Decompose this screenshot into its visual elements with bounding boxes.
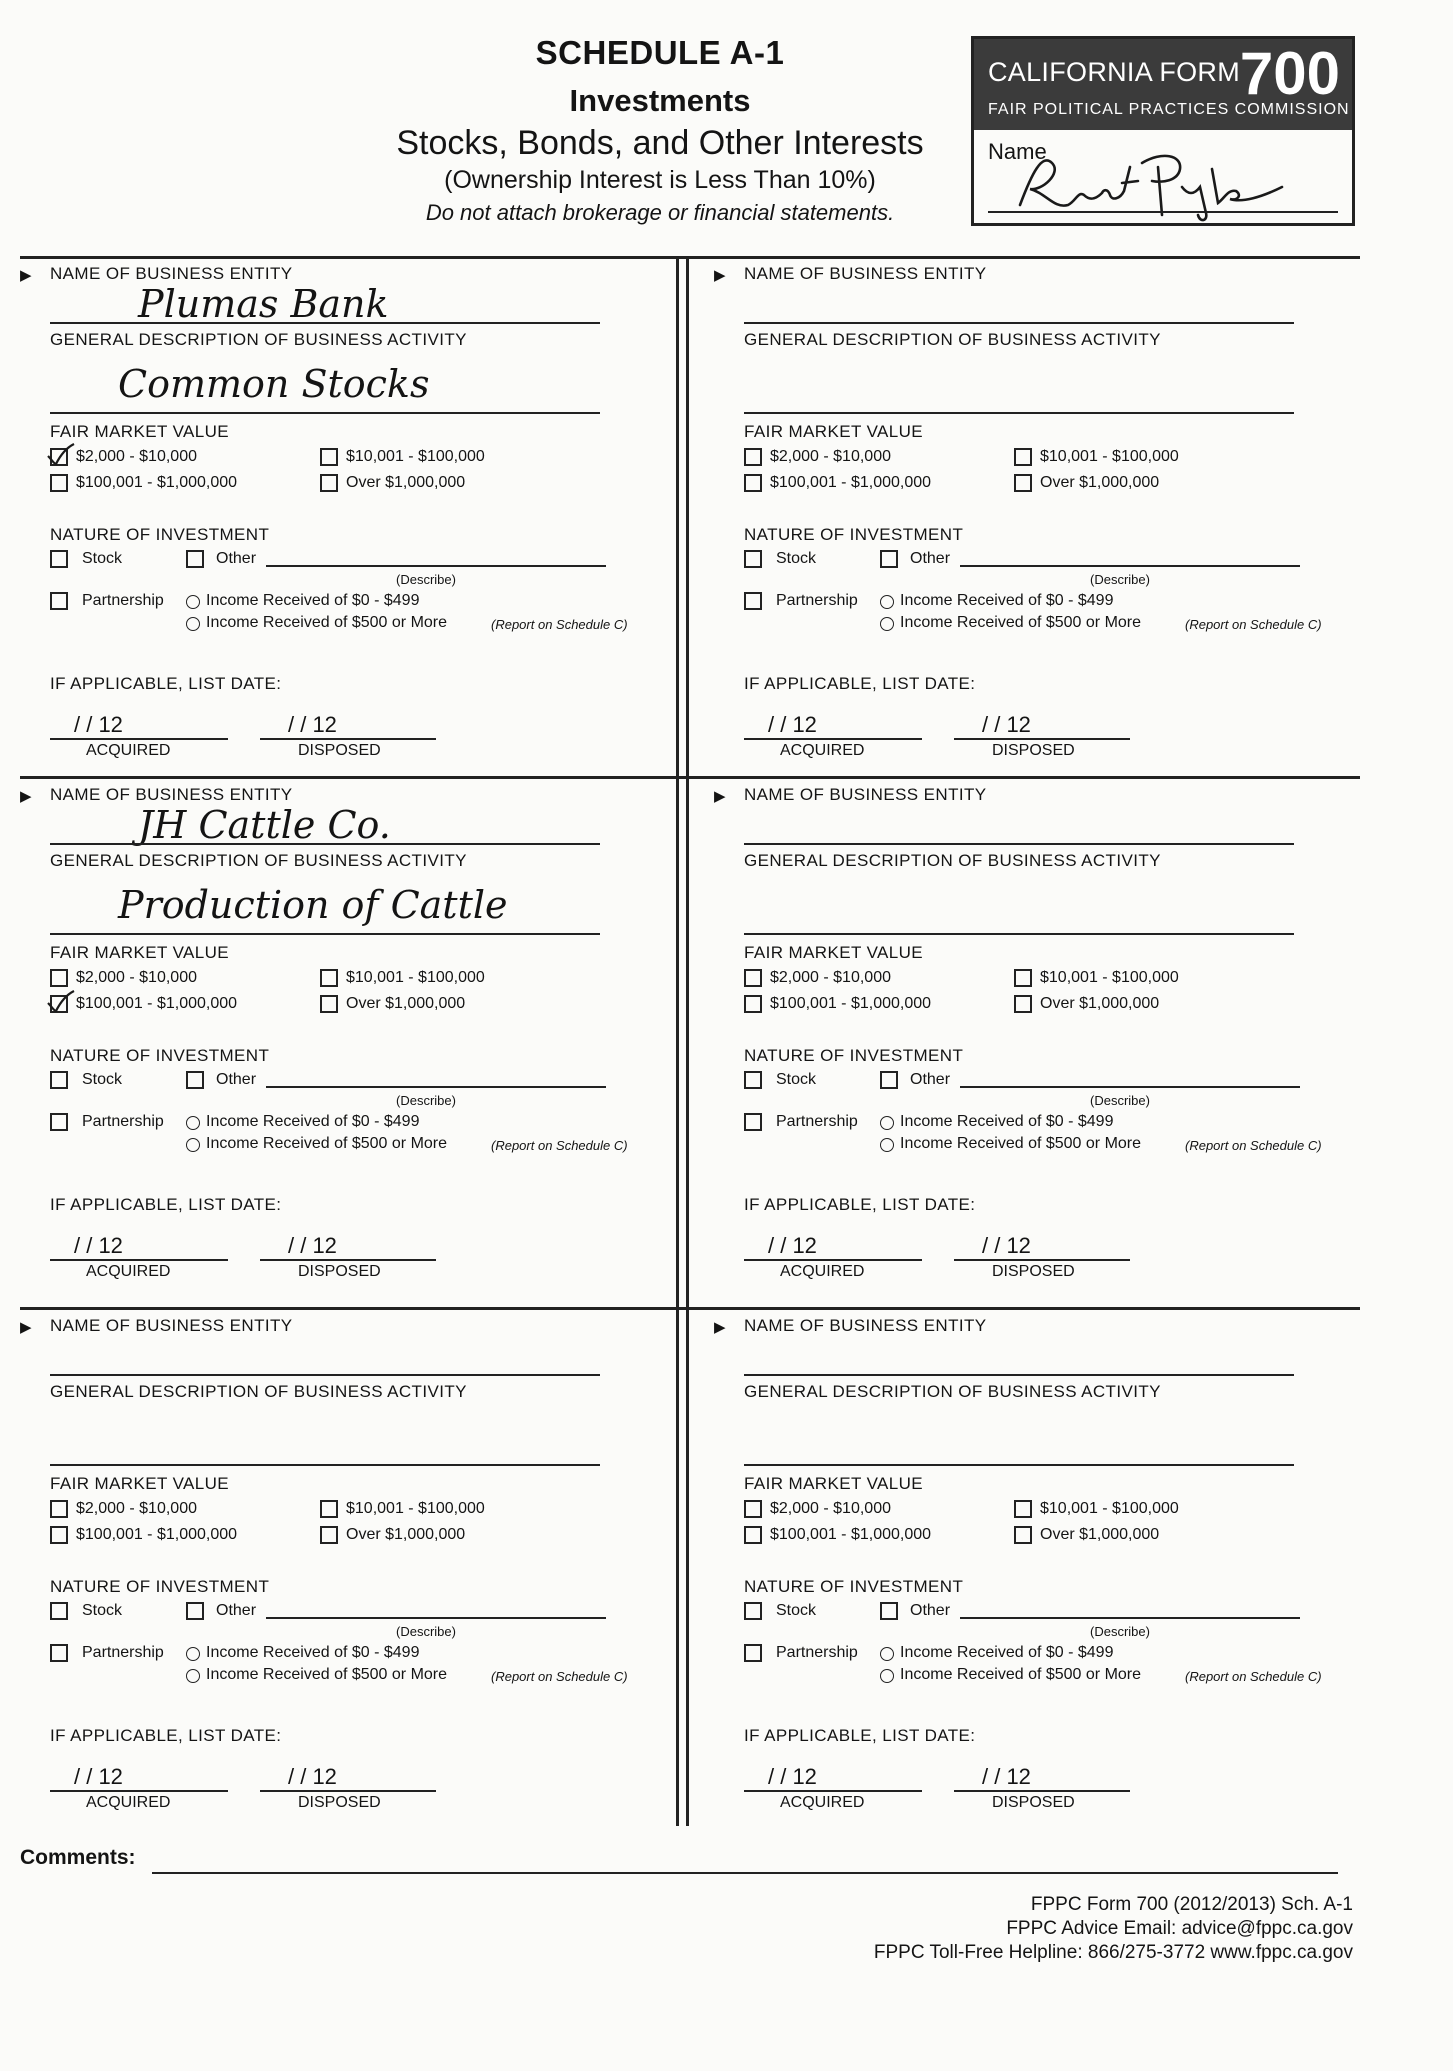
stock-checkbox[interactable] bbox=[50, 1602, 68, 1620]
fmv-checkbox-opt4[interactable] bbox=[1014, 1526, 1032, 1544]
list-date-label: IF APPLICABLE, LIST DATE: bbox=[50, 1726, 282, 1745]
entity-name-field[interactable] bbox=[744, 843, 1294, 845]
fmv-checkbox-opt4[interactable] bbox=[320, 995, 338, 1013]
partnership-checkbox[interactable] bbox=[744, 1644, 762, 1662]
acquired-label: ACQUIRED bbox=[780, 1263, 865, 1280]
fmv-opt4-label: Over $1,000,000 bbox=[1040, 474, 1160, 491]
other-describe-field[interactable] bbox=[266, 565, 606, 567]
income-low-label: Income Received of $0 - $499 bbox=[206, 1644, 420, 1661]
nature-label: NATURE OF INVESTMENT bbox=[50, 1577, 270, 1596]
income-low-radio[interactable] bbox=[186, 1647, 200, 1661]
other-describe-field[interactable] bbox=[960, 1617, 1300, 1619]
other-label: Other bbox=[910, 1071, 951, 1088]
other-label: Other bbox=[216, 1071, 257, 1088]
fmv-checkbox-opt2[interactable] bbox=[1014, 448, 1032, 466]
nature-label: NATURE OF INVESTMENT bbox=[50, 525, 270, 544]
other-describe-field[interactable] bbox=[960, 1086, 1300, 1088]
activity-field[interactable] bbox=[50, 412, 600, 414]
entity-label: NAME OF BUSINESS ENTITY bbox=[50, 264, 293, 283]
acquired-date-field[interactable] bbox=[744, 1259, 922, 1261]
activity-field[interactable] bbox=[744, 1464, 1294, 1466]
income-high-label: Income Received of $500 or More bbox=[900, 614, 1142, 631]
acquired-date-value: / / 12 bbox=[74, 1764, 123, 1789]
income-low-label: Income Received of $0 - $499 bbox=[900, 1113, 1114, 1130]
fmv-opt1-label: $2,000 - $10,000 bbox=[770, 1500, 891, 1517]
income-low-radio[interactable] bbox=[186, 1116, 200, 1130]
nature-label: NATURE OF INVESTMENT bbox=[744, 1046, 964, 1065]
fmv-checkbox-opt1[interactable] bbox=[744, 448, 762, 466]
other-checkbox[interactable] bbox=[186, 1071, 204, 1089]
list-date-label: IF APPLICABLE, LIST DATE: bbox=[744, 674, 976, 693]
fmv-checkbox-opt4[interactable] bbox=[320, 474, 338, 492]
investment-section bbox=[714, 1314, 1362, 1834]
activity-label: GENERAL DESCRIPTION OF BUSINESS ACTIVITY bbox=[50, 330, 467, 349]
entity-label: NAME OF BUSINESS ENTITY bbox=[50, 785, 293, 804]
investment-section bbox=[714, 262, 1362, 782]
bullet-arrow-icon: ▶ bbox=[714, 788, 726, 805]
income-high-label: Income Received of $500 or More bbox=[900, 1666, 1142, 1683]
bullet-arrow-icon: ▶ bbox=[20, 788, 32, 805]
disposed-date-field[interactable] bbox=[954, 1259, 1130, 1261]
fmv-checkbox-opt3[interactable] bbox=[50, 474, 68, 492]
entity-label: NAME OF BUSINESS ENTITY bbox=[744, 264, 987, 283]
acquired-label: ACQUIRED bbox=[86, 742, 171, 759]
other-label: Other bbox=[910, 1602, 951, 1619]
fmv-opt4-label: Over $1,000,000 bbox=[346, 1526, 466, 1543]
other-label: Other bbox=[910, 550, 951, 567]
activity-field[interactable] bbox=[744, 933, 1294, 935]
activity-value: Common Stocks bbox=[118, 362, 430, 406]
acquired-date-value: / / 12 bbox=[768, 1764, 817, 1789]
fmv-opt4-label: Over $1,000,000 bbox=[1040, 1526, 1160, 1543]
partnership-checkbox[interactable] bbox=[744, 1113, 762, 1131]
other-describe-field[interactable] bbox=[266, 1617, 606, 1619]
other-checkbox[interactable] bbox=[186, 1602, 204, 1620]
name-line bbox=[988, 211, 1338, 213]
acquired-label: ACQUIRED bbox=[86, 1794, 171, 1811]
income-high-radio[interactable] bbox=[880, 617, 894, 631]
partnership-label: Partnership bbox=[82, 1644, 164, 1661]
fmv-opt1-label: $2,000 - $10,000 bbox=[770, 969, 891, 986]
stock-label: Stock bbox=[82, 550, 123, 567]
bullet-arrow-icon: ▶ bbox=[20, 267, 32, 284]
fmv-opt1-label: $2,000 - $10,000 bbox=[76, 1500, 197, 1517]
footer-advice-email: FPPC Advice Email: advice@fppc.ca.gov bbox=[1006, 1918, 1353, 1939]
stock-label: Stock bbox=[776, 1602, 817, 1619]
acquired-date-field[interactable] bbox=[50, 1790, 228, 1792]
activity-field[interactable] bbox=[744, 412, 1294, 414]
other-checkbox[interactable] bbox=[880, 1602, 898, 1620]
other-checkbox[interactable] bbox=[880, 1071, 898, 1089]
report-schedule-note: (Report on Schedule C) bbox=[491, 617, 628, 632]
fmv-label: FAIR MARKET VALUE bbox=[50, 943, 230, 962]
entity-name-value: JH Cattle Co. bbox=[138, 803, 391, 847]
fmv-checkbox-opt1[interactable] bbox=[50, 969, 68, 987]
form-id-box bbox=[971, 36, 1355, 226]
income-high-label: Income Received of $500 or More bbox=[206, 1135, 448, 1152]
income-low-label: Income Received of $0 - $499 bbox=[206, 592, 420, 609]
fmv-opt2-label: $10,001 - $100,000 bbox=[346, 448, 485, 465]
disposed-date-field[interactable] bbox=[260, 738, 436, 740]
disposed-date-value: / / 12 bbox=[288, 712, 337, 737]
disposed-label: DISPOSED bbox=[298, 1263, 381, 1280]
acquired-date-value: / / 12 bbox=[74, 712, 123, 737]
income-low-label: Income Received of $0 - $499 bbox=[900, 1644, 1114, 1661]
grid-rule-top bbox=[20, 256, 1360, 259]
list-date-label: IF APPLICABLE, LIST DATE: bbox=[50, 674, 282, 693]
entity-label: NAME OF BUSINESS ENTITY bbox=[744, 785, 987, 804]
fmv-checkbox-opt3[interactable] bbox=[744, 474, 762, 492]
disposed-label: DISPOSED bbox=[992, 1263, 1075, 1280]
income-high-label: Income Received of $500 or More bbox=[900, 1135, 1142, 1152]
partnership-checkbox[interactable] bbox=[744, 592, 762, 610]
list-date-label: IF APPLICABLE, LIST DATE: bbox=[50, 1195, 282, 1214]
fmv-opt1-label: $2,000 - $10,000 bbox=[76, 969, 197, 986]
acquired-label: ACQUIRED bbox=[86, 1263, 171, 1280]
fmv-checkbox-opt4[interactable] bbox=[1014, 474, 1032, 492]
fmv-opt3-label: $100,001 - $1,000,000 bbox=[76, 995, 238, 1012]
report-schedule-note: (Report on Schedule C) bbox=[1185, 1669, 1322, 1684]
fmv-opt3-label: $100,001 - $1,000,000 bbox=[770, 1526, 932, 1543]
activity-label: GENERAL DESCRIPTION OF BUSINESS ACTIVITY bbox=[50, 851, 467, 870]
fmv-opt2-label: $10,001 - $100,000 bbox=[346, 1500, 485, 1517]
fmv-checkbox-opt1[interactable] bbox=[744, 1500, 762, 1518]
disposed-date-field[interactable] bbox=[954, 738, 1130, 740]
disposed-label: DISPOSED bbox=[992, 742, 1075, 759]
attachment-note: Do not attach brokerage or financial statements. bbox=[425, 200, 895, 225]
nature-label: NATURE OF INVESTMENT bbox=[50, 1046, 270, 1065]
income-high-radio[interactable] bbox=[186, 1138, 200, 1152]
disposed-date-field[interactable] bbox=[260, 1790, 436, 1792]
stock-checkbox[interactable] bbox=[744, 1602, 762, 1620]
schedule-heading: Investments bbox=[569, 83, 751, 118]
partnership-label: Partnership bbox=[776, 1644, 858, 1661]
disposed-label: DISPOSED bbox=[298, 1794, 381, 1811]
fmv-checkbox-opt2[interactable] bbox=[320, 448, 338, 466]
grid-rule-middle-2 bbox=[20, 1307, 1360, 1310]
fmv-opt3-label: $100,001 - $1,000,000 bbox=[76, 1526, 238, 1543]
fmv-checkbox-opt3[interactable] bbox=[744, 995, 762, 1013]
acquired-date-value: / / 12 bbox=[74, 1233, 123, 1258]
income-high-radio[interactable] bbox=[186, 1669, 200, 1683]
partnership-label: Partnership bbox=[82, 592, 164, 609]
stock-label: Stock bbox=[82, 1602, 123, 1619]
bullet-arrow-icon: ▶ bbox=[20, 1319, 32, 1336]
bullet-arrow-icon: ▶ bbox=[714, 1319, 726, 1336]
fmv-opt4-label: Over $1,000,000 bbox=[1040, 995, 1160, 1012]
commission-name: FAIR POLITICAL PRACTICES COMMISSION bbox=[988, 101, 1350, 118]
describe-label: (Describe) bbox=[396, 1624, 456, 1639]
describe-label: (Describe) bbox=[1090, 1624, 1150, 1639]
report-schedule-note: (Report on Schedule C) bbox=[1185, 617, 1322, 632]
check-mark-icon bbox=[46, 442, 76, 468]
name-label: Name bbox=[988, 139, 1047, 164]
ownership-note: (Ownership Interest is Less Than 10%) bbox=[444, 166, 876, 194]
report-schedule-note: (Report on Schedule C) bbox=[491, 1138, 628, 1153]
entity-label: NAME OF BUSINESS ENTITY bbox=[744, 1316, 987, 1335]
nature-label: NATURE OF INVESTMENT bbox=[744, 525, 964, 544]
disposed-date-value: / / 12 bbox=[288, 1764, 337, 1789]
disposed-date-field[interactable] bbox=[260, 1259, 436, 1261]
other-label: Other bbox=[216, 550, 257, 567]
grid-rule-right bbox=[686, 256, 689, 1826]
describe-label: (Describe) bbox=[396, 572, 456, 587]
fmv-opt4-label: Over $1,000,000 bbox=[346, 995, 466, 1012]
fmv-label: FAIR MARKET VALUE bbox=[50, 1474, 230, 1493]
form-number: 700 bbox=[1239, 40, 1340, 107]
stock-checkbox[interactable] bbox=[50, 550, 68, 568]
income-low-radio[interactable] bbox=[880, 1647, 894, 1661]
disposed-date-value: / / 12 bbox=[982, 1233, 1031, 1258]
entity-name-value: Plumas Bank bbox=[138, 282, 389, 326]
other-describe-field[interactable] bbox=[960, 565, 1300, 567]
stock-label: Stock bbox=[82, 1071, 123, 1088]
describe-label: (Describe) bbox=[1090, 572, 1150, 587]
income-low-label: Income Received of $0 - $499 bbox=[900, 592, 1114, 609]
investment-section bbox=[20, 1314, 668, 1834]
activity-field[interactable] bbox=[50, 1464, 600, 1466]
acquired-label: ACQUIRED bbox=[780, 1794, 865, 1811]
entity-name-field[interactable] bbox=[50, 322, 600, 324]
fmv-checkbox-opt2[interactable] bbox=[320, 969, 338, 987]
partnership-label: Partnership bbox=[776, 1113, 858, 1130]
activity-label: GENERAL DESCRIPTION OF BUSINESS ACTIVITY bbox=[744, 330, 1161, 349]
other-label: Other bbox=[216, 1602, 257, 1619]
nature-label: NATURE OF INVESTMENT bbox=[744, 1577, 964, 1596]
footer-form-id: FPPC Form 700 (2012/2013) Sch. A-1 bbox=[1030, 1894, 1353, 1915]
income-high-label: Income Received of $500 or More bbox=[206, 1666, 448, 1683]
acquired-date-value: / / 12 bbox=[768, 712, 817, 737]
partnership-label: Partnership bbox=[82, 1113, 164, 1130]
income-low-radio[interactable] bbox=[880, 595, 894, 609]
fmv-checkbox-opt4[interactable] bbox=[1014, 995, 1032, 1013]
income-high-radio[interactable] bbox=[880, 1669, 894, 1683]
entity-name-field[interactable] bbox=[50, 1374, 600, 1376]
acquired-label: ACQUIRED bbox=[780, 742, 865, 759]
activity-label: GENERAL DESCRIPTION OF BUSINESS ACTIVITY bbox=[744, 1382, 1161, 1401]
stock-label: Stock bbox=[776, 1071, 817, 1088]
activity-value: Production of Cattle bbox=[118, 883, 508, 927]
fmv-checkbox-opt3[interactable] bbox=[50, 1526, 68, 1544]
other-checkbox[interactable] bbox=[880, 550, 898, 568]
acquired-date-value: / / 12 bbox=[768, 1233, 817, 1258]
acquired-date-field[interactable] bbox=[50, 1259, 228, 1261]
entity-name-field[interactable] bbox=[744, 1374, 1294, 1376]
fmv-label: FAIR MARKET VALUE bbox=[50, 422, 230, 441]
fmv-label: FAIR MARKET VALUE bbox=[744, 943, 924, 962]
fmv-checkbox-opt2[interactable] bbox=[1014, 969, 1032, 987]
form-id-band bbox=[974, 39, 1352, 130]
fmv-checkbox-opt4[interactable] bbox=[320, 1526, 338, 1544]
fmv-opt2-label: $10,001 - $100,000 bbox=[346, 969, 485, 986]
footer-helpline: FPPC Toll-Free Helpline: 866/275-3772 www.fppc.ca.gov bbox=[873, 1942, 1353, 1963]
fmv-opt4-label: Over $1,000,000 bbox=[346, 474, 466, 491]
report-schedule-note: (Report on Schedule C) bbox=[491, 1669, 628, 1684]
income-low-radio[interactable] bbox=[186, 595, 200, 609]
disposed-date-value: / / 12 bbox=[288, 1233, 337, 1258]
partnership-label: Partnership bbox=[776, 592, 858, 609]
income-high-radio[interactable] bbox=[880, 1138, 894, 1152]
fmv-opt2-label: $10,001 - $100,000 bbox=[1040, 1500, 1179, 1517]
income-high-label: Income Received of $500 or More bbox=[206, 614, 448, 631]
form-title: CALIFORNIA FORM bbox=[988, 57, 1241, 87]
entity-name-field[interactable] bbox=[50, 843, 600, 845]
income-high-radio[interactable] bbox=[186, 617, 200, 631]
bullet-arrow-icon: ▶ bbox=[714, 267, 726, 284]
investment-section bbox=[20, 262, 668, 782]
stock-checkbox[interactable] bbox=[744, 550, 762, 568]
fmv-checkbox-opt2[interactable] bbox=[320, 1500, 338, 1518]
acquired-date-field[interactable] bbox=[744, 1790, 922, 1792]
fmv-checkbox-opt1[interactable] bbox=[50, 1500, 68, 1518]
entity-label: NAME OF BUSINESS ENTITY bbox=[50, 1316, 293, 1335]
activity-label: GENERAL DESCRIPTION OF BUSINESS ACTIVITY bbox=[744, 851, 1161, 870]
fmv-checkbox-opt2[interactable] bbox=[1014, 1500, 1032, 1518]
disposed-label: DISPOSED bbox=[992, 1794, 1075, 1811]
stock-checkbox[interactable] bbox=[50, 1071, 68, 1089]
describe-label: (Describe) bbox=[396, 1093, 456, 1108]
investment-section bbox=[20, 783, 668, 1303]
schedule-title: SCHEDULE A-1 bbox=[535, 34, 785, 71]
partnership-checkbox[interactable] bbox=[50, 1644, 68, 1662]
list-date-label: IF APPLICABLE, LIST DATE: bbox=[744, 1195, 976, 1214]
other-describe-field[interactable] bbox=[266, 1086, 606, 1088]
fmv-opt2-label: $10,001 - $100,000 bbox=[1040, 969, 1179, 986]
fmv-opt3-label: $100,001 - $1,000,000 bbox=[76, 474, 238, 491]
describe-label: (Describe) bbox=[1090, 1093, 1150, 1108]
fmv-opt3-label: $100,001 - $1,000,000 bbox=[770, 995, 932, 1012]
activity-field[interactable] bbox=[50, 933, 600, 935]
income-low-label: Income Received of $0 - $499 bbox=[206, 1113, 420, 1130]
fmv-checkbox-opt3[interactable] bbox=[744, 1526, 762, 1544]
activity-label: GENERAL DESCRIPTION OF BUSINESS ACTIVITY bbox=[50, 1382, 467, 1401]
fmv-opt2-label: $10,001 - $100,000 bbox=[1040, 448, 1179, 465]
disposed-label: DISPOSED bbox=[298, 742, 381, 759]
disposed-date-field[interactable] bbox=[954, 1790, 1130, 1792]
disposed-date-value: / / 12 bbox=[982, 1764, 1031, 1789]
fmv-label: FAIR MARKET VALUE bbox=[744, 1474, 924, 1493]
acquired-date-field[interactable] bbox=[744, 738, 922, 740]
entity-name-field[interactable] bbox=[744, 322, 1294, 324]
list-date-label: IF APPLICABLE, LIST DATE: bbox=[744, 1726, 976, 1745]
fmv-checkbox-opt1[interactable] bbox=[744, 969, 762, 987]
fmv-label: FAIR MARKET VALUE bbox=[744, 422, 924, 441]
fmv-opt1-label: $2,000 - $10,000 bbox=[76, 448, 197, 465]
report-schedule-note: (Report on Schedule C) bbox=[1185, 1138, 1322, 1153]
stock-label: Stock bbox=[776, 550, 817, 567]
income-low-radio[interactable] bbox=[880, 1116, 894, 1130]
other-checkbox[interactable] bbox=[186, 550, 204, 568]
comments-label: Comments: bbox=[20, 1846, 136, 1869]
stock-checkbox[interactable] bbox=[744, 1071, 762, 1089]
fmv-opt1-label: $2,000 - $10,000 bbox=[770, 448, 891, 465]
grid-rule-left bbox=[676, 256, 679, 1826]
partnership-checkbox[interactable] bbox=[50, 1113, 68, 1131]
partnership-checkbox[interactable] bbox=[50, 592, 68, 610]
investment-section bbox=[714, 783, 1362, 1303]
acquired-date-field[interactable] bbox=[50, 738, 228, 740]
comments-line[interactable] bbox=[152, 1872, 1338, 1874]
disposed-date-value: / / 12 bbox=[982, 712, 1031, 737]
schedule-subtitle: Stocks, Bonds, and Other Interests bbox=[396, 124, 924, 162]
check-mark-icon bbox=[46, 989, 76, 1015]
fmv-opt3-label: $100,001 - $1,000,000 bbox=[770, 474, 932, 491]
